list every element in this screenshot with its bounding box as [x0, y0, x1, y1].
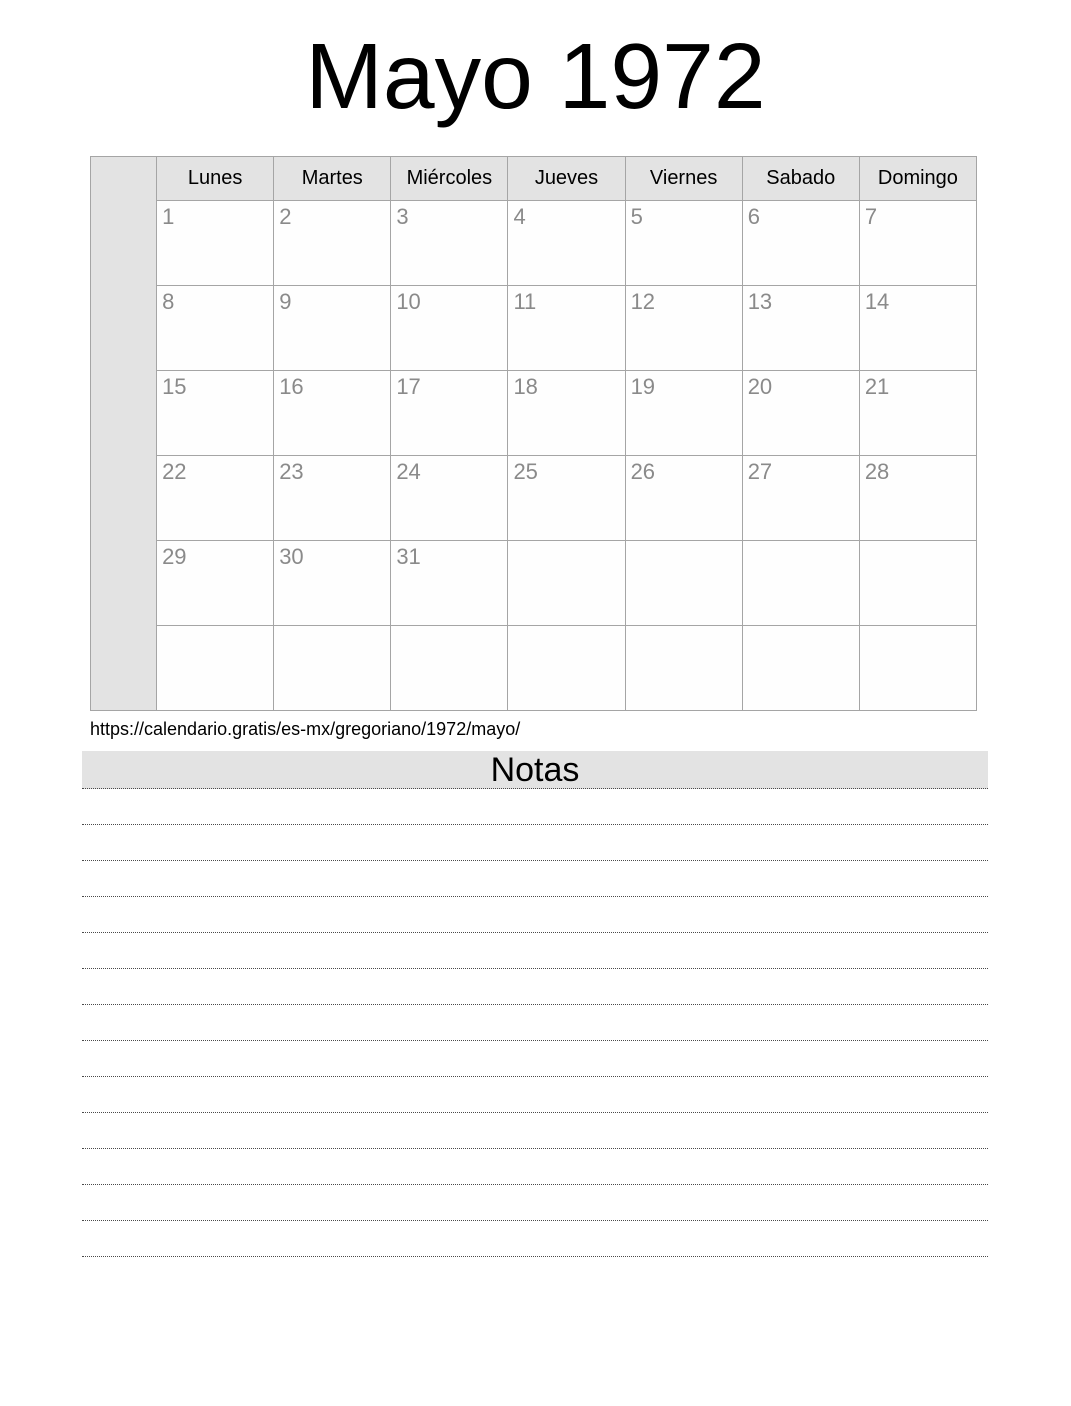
notes-line [82, 1041, 988, 1077]
day-cell [859, 626, 976, 711]
day-cell: 10 [391, 286, 508, 371]
calendar-week-row [91, 371, 977, 456]
day-cell: 18 [508, 371, 625, 456]
day-cell: 6 [742, 201, 859, 286]
notes-line [82, 1221, 988, 1257]
day-cell: 12 [625, 286, 742, 371]
notes-header [82, 751, 988, 789]
calendar-week-row [91, 456, 977, 541]
day-cell: 16 [274, 371, 391, 456]
weekday-header-lunes: Lunes [157, 157, 274, 201]
notes-line [82, 1005, 988, 1041]
day-cell: 24 [391, 456, 508, 541]
weekday-header-miercoles: Miércoles [391, 157, 508, 201]
day-cell [625, 541, 742, 626]
day-cell: 31 [391, 541, 508, 626]
weekday-header-row [91, 157, 977, 201]
notes-line [82, 969, 988, 1005]
day-cell: 13 [742, 286, 859, 371]
day-cell: 4 [508, 201, 625, 286]
notes-line [82, 825, 988, 861]
day-cell: 17 [391, 371, 508, 456]
notes-title: Notas [490, 751, 580, 789]
notes-line [82, 789, 988, 825]
notes-line [82, 1077, 988, 1113]
day-cell: 30 [274, 541, 391, 626]
day-cell [274, 626, 391, 711]
day-cell [625, 626, 742, 711]
day-cell [508, 626, 625, 711]
day-cell [859, 541, 976, 626]
weekday-header-martes: Martes [274, 157, 391, 201]
day-cell: 20 [742, 371, 859, 456]
day-cell: 14 [859, 286, 976, 371]
notes-line [82, 897, 988, 933]
day-cell: 15 [157, 371, 274, 456]
source-url: https://calendario.gratis/es-mx/gregoriano/1972/mayo/ [90, 719, 521, 739]
day-cell: 23 [274, 456, 391, 541]
notes-line [82, 1113, 988, 1149]
day-cell: 7 [859, 201, 976, 286]
weekday-header-viernes: Viernes [625, 157, 742, 201]
calendar-container [90, 156, 1071, 711]
day-cell [157, 626, 274, 711]
day-cell: 9 [274, 286, 391, 371]
day-cell: 28 [859, 456, 976, 541]
day-cell: 1 [157, 201, 274, 286]
day-cell: 5 [625, 201, 742, 286]
weekday-header-jueves: Jueves [508, 157, 625, 201]
day-cell: 25 [508, 456, 625, 541]
calendar-week-row [91, 201, 977, 286]
day-cell [742, 626, 859, 711]
notes-section [82, 751, 988, 1257]
day-cell [742, 541, 859, 626]
day-cell: 8 [157, 286, 274, 371]
gutter-column [91, 157, 157, 711]
day-cell [508, 541, 625, 626]
day-cell: 29 [157, 541, 274, 626]
day-cell: 19 [625, 371, 742, 456]
notes-line [82, 1185, 988, 1221]
day-cell: 21 [859, 371, 976, 456]
day-cell: 27 [742, 456, 859, 541]
day-cell: 3 [391, 201, 508, 286]
weekday-header-sabado: Sabado [742, 157, 859, 201]
day-cell: 22 [157, 456, 274, 541]
calendar-table [90, 156, 977, 711]
calendar-week-row [91, 541, 977, 626]
weekday-header-domingo: Domingo [859, 157, 976, 201]
calendar-week-row [91, 626, 977, 711]
day-cell: 2 [274, 201, 391, 286]
notes-line [82, 933, 988, 969]
notes-line [82, 1149, 988, 1185]
notes-line [82, 861, 988, 897]
day-cell [391, 626, 508, 711]
notes-lines [82, 789, 988, 1257]
day-cell: 26 [625, 456, 742, 541]
day-cell: 11 [508, 286, 625, 371]
page-title: Mayo 1972 [305, 24, 766, 128]
calendar-week-row [91, 286, 977, 371]
